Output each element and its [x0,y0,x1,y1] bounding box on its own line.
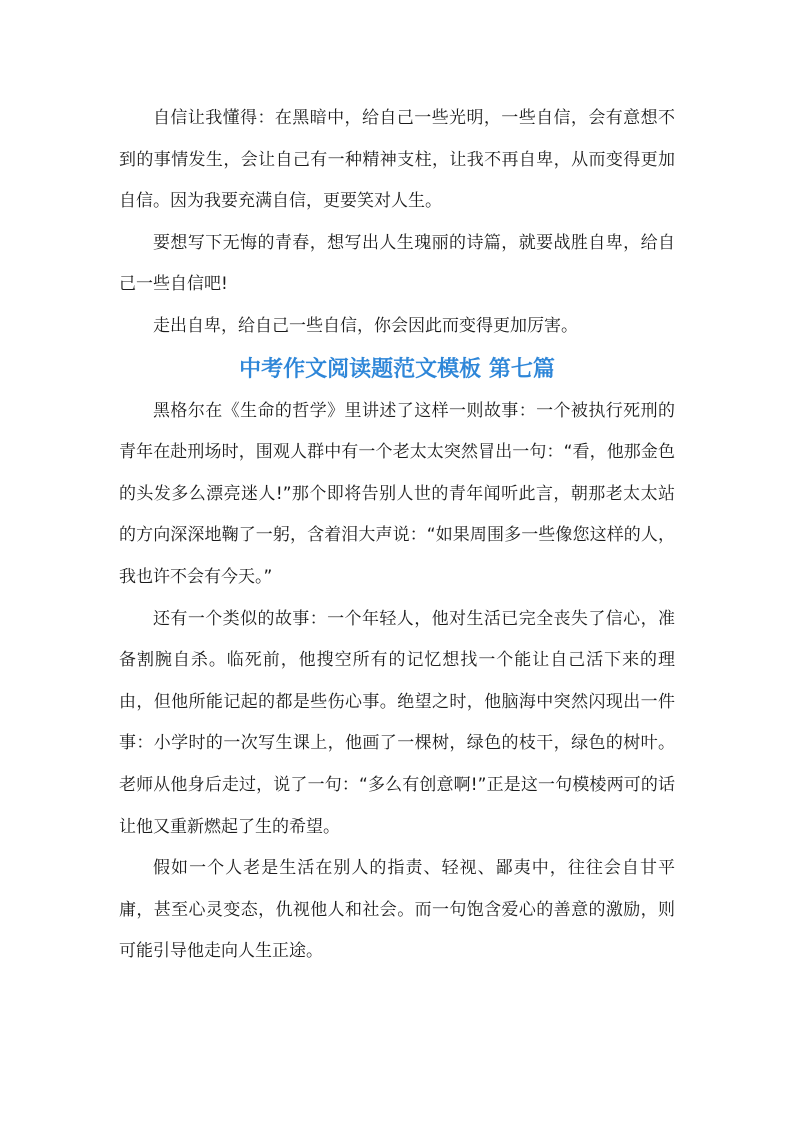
paragraph-confidence-meaning: 自信让我懂得：在黑暗中，给自己一些光明，一些自信，会有意想不到的事情发生，会让自己有一种精神支柱，让我不再自卑，从而变得更加自信。因为我要充满自信，更要笑对人生。 [119,108,675,212]
paragraph-conclusion: 假如一个人老是生活在别人的指责、轻视、鄙夷中，往往会自甘平庸，甚至心灵变态，仇视他人和社会。而一句饱含爱心的善意的激励，则可能引导他走向人生正途。 [119,858,675,962]
paragraph-youth-poem: 要想写下无悔的青春，想写出人生瑰丽的诗篇，就要战胜自卑，给自己一些自信吧! [119,232,675,295]
paragraph-young-man-story: 还有一个类似的故事：一个年轻人，他对生活已完全丧失了信心，准备割腕自杀。临死前，他搜空所有的记忆想找一个能让自己活下来的理由，但他所能记起的都是些伤心事。绝望之时，他脑海中突然闪现出一件事：小学时的一次写生课上，他画了一棵树，绿色的枝干，绿色的树叶。老师从他身后走过，说了一句：“多么有创意啊!”正是这一句模棱两可的话让他又重新燃起了生的希望。 [119,608,675,837]
document-body [119,98,675,973]
paragraph-hegel-story: 黑格尔在《生命的哲学》里讲述了这样一则故事：一个被执行死刑的青年在赴刑场时，围观人群中有一个老太太突然冒出一句：“看，他那金色的头发多么漂亮迷人!”那个即将告别人世的青年闻听此言，朝那老太太站的方向深深地鞠了一躬，含着泪大声说：“如果周围多一些像您这样的人，我也许不会有今天。” [119,400,675,587]
paragraph-step-out: 走出自卑，给自己一些自信，你会因此而变得更加厉害。 [153,315,578,336]
section-title: 中考作文阅读题范文模板 第七篇 [239,356,555,382]
